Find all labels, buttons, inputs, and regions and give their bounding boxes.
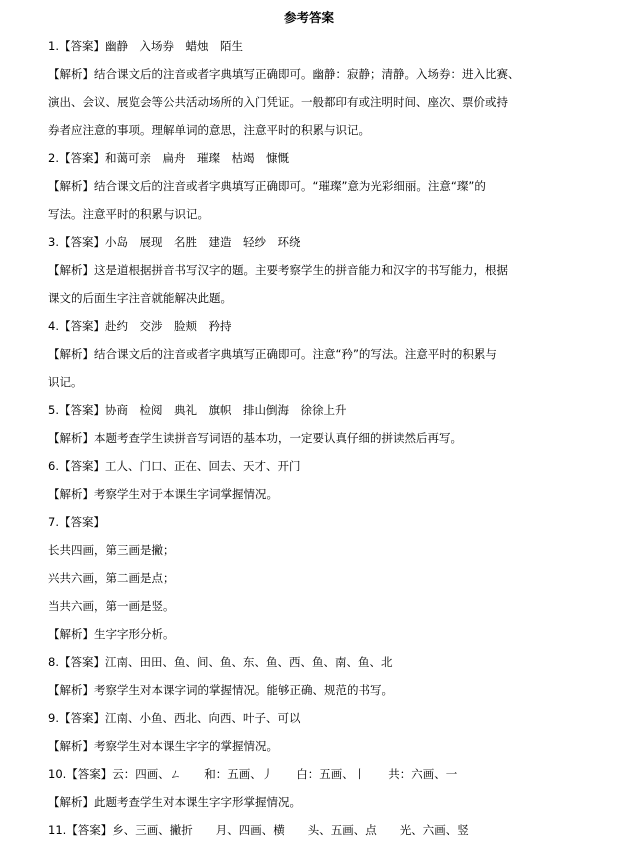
analysis-line: 【解析】本题考查学生读拼音写词语的基本功，一定要认真仔细的拼读然后再写。	[48, 431, 462, 445]
analysis-line: 【解析】结合课文后的注音或者字典填写正确即可。幽静：寂静；清静。入场券：进入比赛、	[48, 67, 520, 81]
answer-line: 4.【答案】赴约 交涉 脸颊 矜持	[48, 319, 232, 333]
analysis-line: 【解析】生字字形分析。	[48, 627, 175, 641]
answer-line: 3.【答案】小岛 展现 名胜 建造 轻纱 环绕	[48, 235, 301, 249]
answer-line: 11.【答案】乡、三画、撇折 月、四画、横 头、五画、点 光、六画、竖	[48, 823, 469, 837]
analysis-line: 【解析】结合课文后的注音或者字典填写正确即可。注意“矜”的写法。注意平时的积累与	[48, 347, 497, 361]
analysis-line: 【解析】结合课文后的注音或者字典填写正确即可。“璀璨”意为光彩细丽。注意“璨”的	[48, 179, 486, 193]
answer-line: 1.【答案】幽静 入场券 蜡烛 陌生	[48, 39, 243, 53]
answer-line: 6.【答案】工人、门口、正在、回去、天才、开门	[48, 459, 301, 473]
answer-detail-line: 兴共六画，第二画是点；	[48, 571, 175, 585]
page-title: 参考答案	[283, 10, 334, 25]
analysis-line: 券者应注意的事项。理解单词的意思，注意平时的积累与识记。	[48, 123, 370, 137]
answer-line: 8.【答案】江南、田田、鱼、间、鱼、东、鱼、西、鱼、南、鱼、北	[48, 655, 393, 669]
answer-line: 9.【答案】江南、小鱼、西北、向西、叶子、可以	[48, 711, 301, 725]
analysis-line: 【解析】考察学生对本课生字字的掌握情况。	[48, 739, 278, 753]
answer-line: 2.【答案】和蔼可亲 扁舟 璀璨 枯竭 慷慨	[48, 151, 289, 165]
answer-line: 5.【答案】协商 检阅 典礼 旗帜 排山倒海 徐徐上升	[48, 403, 347, 417]
analysis-line: 【解析】考察学生对于本课生字词掌握情况。	[48, 487, 278, 501]
analysis-line: 写法。注意平时的积累与识记。	[48, 207, 209, 221]
analysis-line: 演出、会议、展览会等公共活动场所的入门凭证。一般都印有或注明时间、座次、票价或持	[48, 95, 508, 109]
analysis-line: 【解析】此题考查学生对本课生字字形掌握情况。	[48, 795, 301, 809]
answer-detail-line: 当共六画，第一画是竖。	[48, 599, 175, 613]
analysis-line: 【解析】这是道根据拼音书写汉字的题。主要考察学生的拼音能力和汉字的书写能力，根据	[48, 263, 508, 277]
answer-detail-line: 长共四画，第三画是撇；	[48, 543, 175, 557]
answer-line: 7.【答案】	[48, 515, 105, 529]
analysis-line: 课文的后面生字注音就能解决此题。	[48, 291, 232, 305]
answer-line: 10.【答案】云：四画、ㄥ 和：五画、丿 白：五画、丨 共：六画、一	[48, 767, 458, 781]
analysis-line: 识记。	[48, 375, 83, 389]
analysis-line: 【解析】考察学生对本课字词的掌握情况。能够正确、规范的书写。	[48, 683, 393, 697]
